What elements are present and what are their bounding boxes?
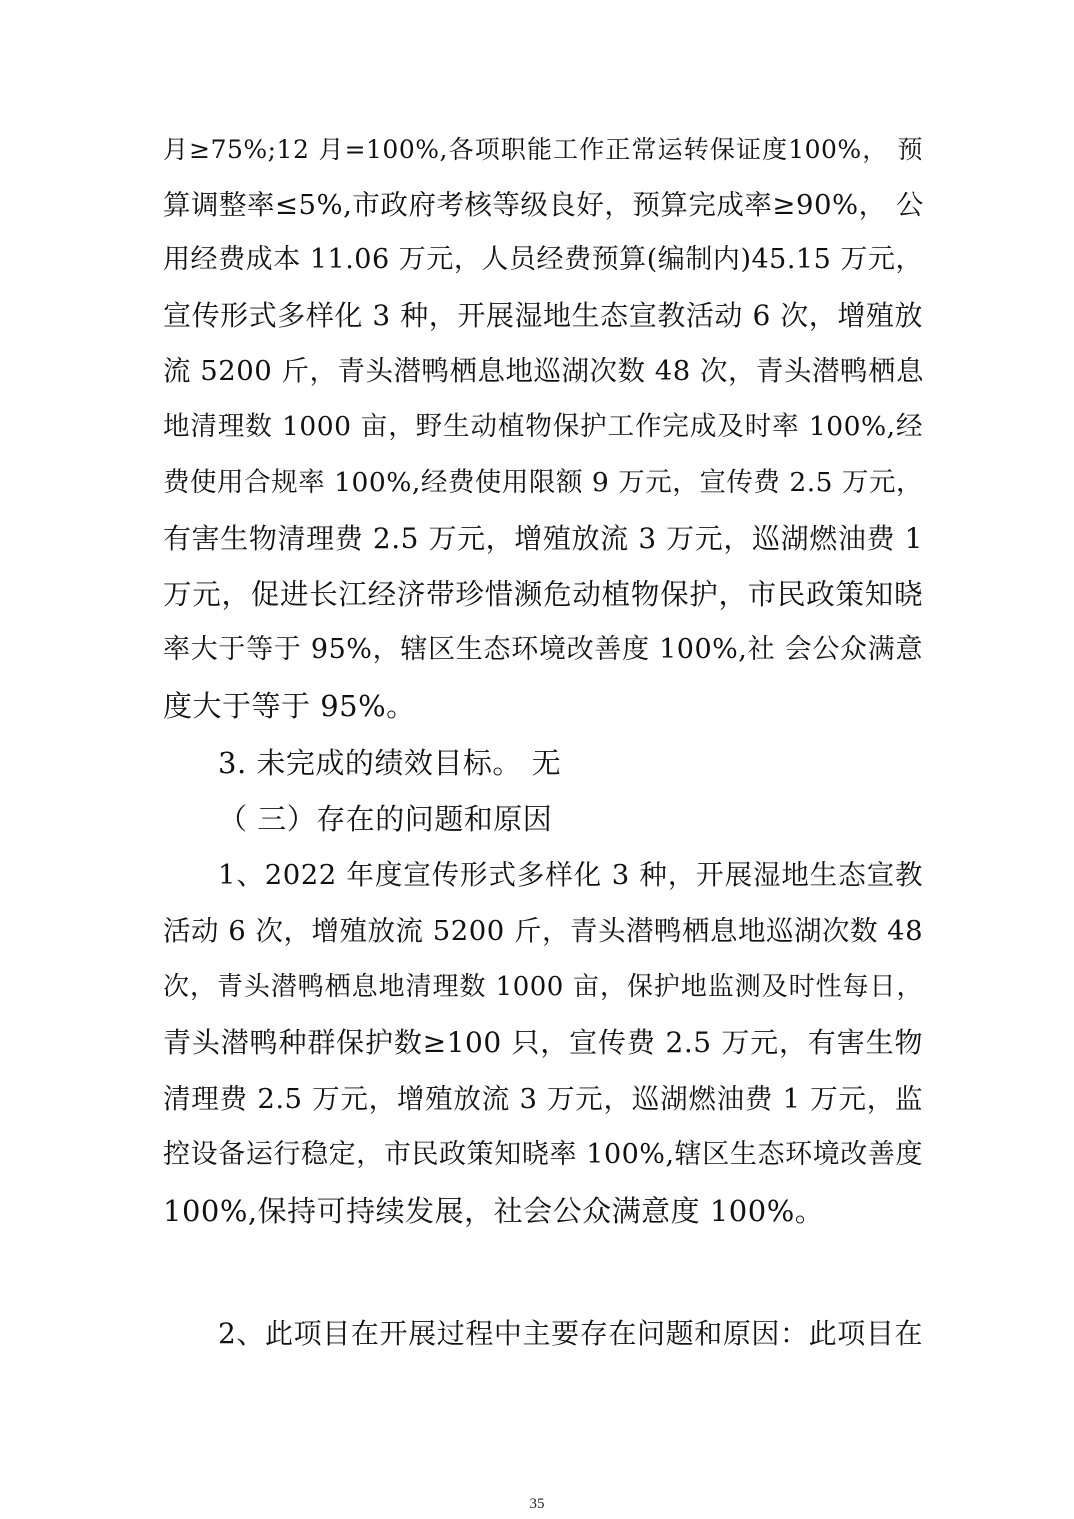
item-3: 3. 未完成的绩效目标。 无 [218,746,562,780]
paragraph-line: 月≥75%;12 月=100%,各项职能工作正常运转保证度100%， 预 [163,135,923,164]
paragraph-line: 费使用合规率 100%,经费使用限额 9 万元，宣传费 2.5 万元， [163,467,923,498]
paragraph-line: 地清理数 1000 亩，野生动植物保护工作完成及时率 100%,经 [163,411,923,442]
paragraph-line: 流 5200 斤，青头潜鸭栖息地巡湖次数 48 次，青头潜鸭栖息 [163,355,924,387]
paragraph-line: 率大于等于 95%，辖区生态环境改善度 100%,社 会公众满意 [163,634,923,665]
paragraph-line: 有害生物清理费 2.5 万元，增殖放流 3 万元，巡湖燃油费 1 [163,522,923,555]
section-heading: （ 三）存在的问题和原因 [218,802,553,836]
paragraph-line: 活动 6 次，增殖放流 5200 斤，青头潜鸭栖息地巡湖次数 48 [163,915,924,947]
page-number: 35 [529,1496,545,1512]
paragraph-line: 2、此项目在开展过程中主要存在问题和原因：此项目在 [218,1317,923,1350]
paragraph-line: 次，青头潜鸭栖息地清理数 1000 亩，保护地监测及时性每日， [163,972,923,1002]
paragraph-line: 1、2022 年度宣传形式多样化 3 种，开展湿地生态宣教 [218,859,923,891]
paragraph-line: 清理费 2.5 万元，增殖放流 3 万元，巡湖燃油费 1 万元，监 [163,1083,923,1115]
paragraph-line: 宣传形式多样化 3 种，开展湿地生态宣教活动 6 次，增殖放 [163,299,923,332]
paragraph-line: 用经费成本 11.06 万元，人员经费预算(编制内)45.15 万元， [163,244,923,275]
paragraph-line: 青头潜鸭种群保护数≥100 只，宣传费 2.5 万元，有害生物 [163,1026,923,1059]
paragraph-line: 算调整率≤5%,市政府考核等级良好，预算完成率≥90%， 公 [163,189,924,221]
paragraph-line: 万元，促进长江经济带珍惜濒危动植物保护，市民政策知晓 [163,578,923,611]
paragraph-line: 度大于等于 95%。 [163,689,416,723]
paragraph-line: 控设备运行稳定，市民政策知晓率 100%,辖区生态环境改善度 [163,1139,923,1170]
paragraph-line: 100%,保持可持续发展，社会公众满意度 100%。 [163,1194,825,1228]
